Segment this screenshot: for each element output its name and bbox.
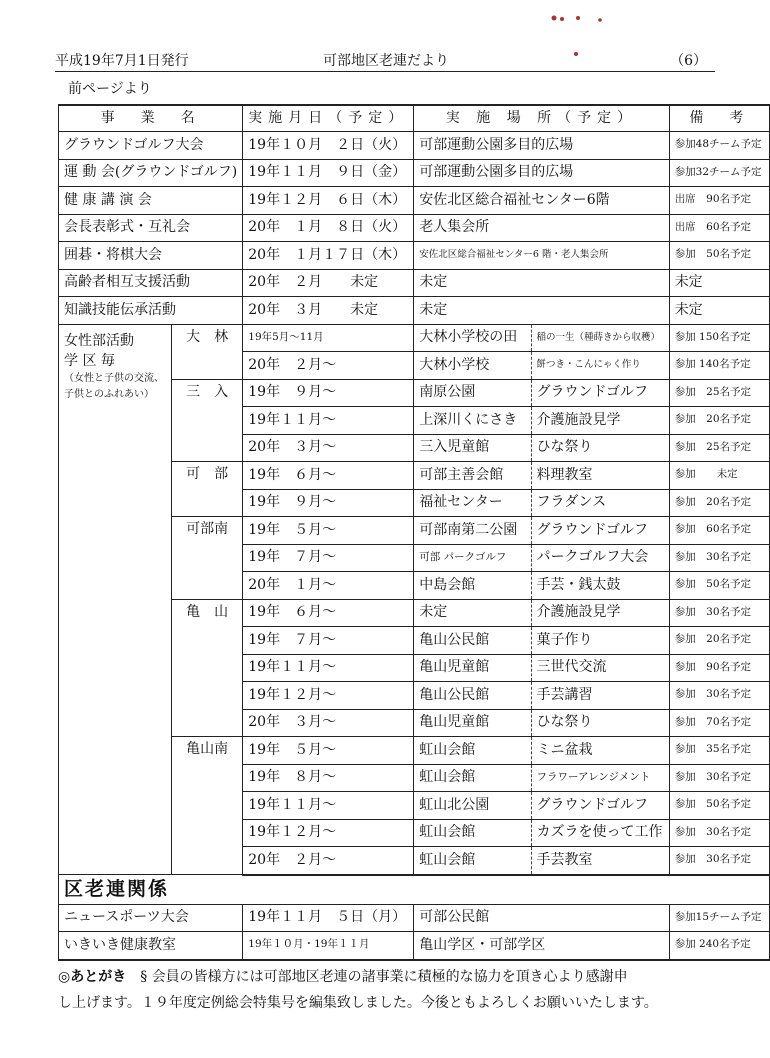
activity-date: 20年 １月～ <box>243 572 414 600</box>
event-name: 囲碁・将棋大会 <box>59 242 243 270</box>
ward-event-place: 可部公民館 <box>414 904 669 932</box>
activity-date: 19年１２月～ <box>243 682 414 710</box>
activity-place: 虹山会館 <box>414 764 531 792</box>
event-date: 20年 ３月 未定 <box>243 297 414 325</box>
table-row <box>59 269 770 297</box>
event-place: 安佐北区総合福祉センター6 階・老人集会所 <box>414 242 669 270</box>
event-date: 19年１１月 ９日（金） <box>243 159 414 187</box>
activity-note: 参加 30名予定 <box>669 847 769 875</box>
activity-name: フラワーアレンジメント <box>531 764 669 792</box>
activity-name: 餅つき・こんにゃく作り <box>531 352 669 380</box>
table-row <box>59 324 770 352</box>
event-note: 未定 <box>669 297 769 325</box>
activity-name: 手芸講習 <box>531 682 669 710</box>
district-name: 亀山南 <box>172 737 243 875</box>
activity-name: 介護施設見学 <box>531 599 669 627</box>
activity-place: 未定 <box>414 599 531 627</box>
activity-note: 参加 20名予定 <box>669 407 769 435</box>
women-note-2: 子供とのふれあい） <box>64 389 154 401</box>
activity-place: 三入児童館 <box>414 434 531 462</box>
activity-place: 虹山北公園 <box>414 792 531 820</box>
activity-date: 20年 ２月～ <box>243 847 414 875</box>
event-name: 高齢者相互支援活動 <box>59 269 243 297</box>
ward-event-place: 亀山学区・可部学区 <box>414 932 669 960</box>
ward-event-name: いきいき健康教室 <box>59 932 243 960</box>
activity-note: 参加 140名予定 <box>669 352 769 380</box>
ink-smudge <box>548 12 618 26</box>
activity-place: 福祉センター <box>414 489 531 517</box>
activity-place: 亀山児童館 <box>414 709 531 737</box>
activity-date: 20年 ３月～ <box>243 434 414 462</box>
activity-date: 19年１１月～ <box>243 407 414 435</box>
activity-date: 19年 ７月～ <box>243 627 414 655</box>
header-note: 備 考 <box>669 105 769 132</box>
section-row <box>59 875 770 905</box>
district-name: 三 入 <box>172 379 243 462</box>
event-note: 参加32チーム予定 <box>669 159 769 187</box>
table-row <box>59 187 770 215</box>
activity-note: 参加 20名予定 <box>669 627 769 655</box>
activity-place: 可部南第二公園 <box>414 517 531 545</box>
ward-event-note: 参加 240名予定 <box>669 932 769 960</box>
activity-name: パークゴルフ大会 <box>531 544 669 572</box>
activity-name: ひな祭り <box>531 434 669 462</box>
table-header-row <box>59 105 770 132</box>
activity-note: 参加 30名予定 <box>669 599 769 627</box>
event-place: 可部運動公園多目的広場 <box>414 132 669 160</box>
women-subtitle: 学 区 毎 <box>64 352 115 369</box>
activity-place: 虹山会館 <box>414 847 531 875</box>
district-name: 大 林 <box>172 324 243 379</box>
event-name: 運 動 会(グラウンドゴルフ) <box>59 159 243 187</box>
afterword <box>58 964 728 1016</box>
activity-place: 南原公園 <box>414 379 531 407</box>
ward-event-name: ニュースポーツ大会 <box>59 904 243 932</box>
activity-place: 上深川くにさき <box>414 407 531 435</box>
women-note-1: （女性と子供の交流、 <box>64 373 164 385</box>
activity-date: 20年 ２月～ <box>243 352 414 380</box>
activity-name: グラウンドゴルフ <box>531 379 669 407</box>
activity-date: 19年１１月～ <box>243 792 414 820</box>
activity-note: 参加 25名予定 <box>669 434 769 462</box>
event-name: 会長表彰式・互礼会 <box>59 214 243 242</box>
activity-place: 虹山会館 <box>414 737 531 765</box>
activity-name: 手芸・銭太鼓 <box>531 572 669 600</box>
women-title: 女性部活動 <box>64 332 134 349</box>
activity-name: ひな祭り <box>531 709 669 737</box>
event-name: 健 康 講 演 会 <box>59 187 243 215</box>
activity-note: 参加 70名予定 <box>669 709 769 737</box>
activity-name: フラダンス <box>531 489 669 517</box>
activity-place: 亀山公民館 <box>414 682 531 710</box>
activity-name: 料理教室 <box>531 462 669 490</box>
header-date: 実施月日（予定） <box>243 105 414 132</box>
table-row <box>59 159 770 187</box>
event-name: 知識技能伝承活動 <box>59 297 243 325</box>
activity-name: 稲の一生（種蒔きから収穫） <box>531 324 669 352</box>
activity-note: 参加 90名予定 <box>669 654 769 682</box>
activity-date: 19年 ６月～ <box>243 599 414 627</box>
activity-note: 参加 50名予定 <box>669 792 769 820</box>
activity-date: 19年 ５月～ <box>243 517 414 545</box>
event-note: 出席 60名予定 <box>669 214 769 242</box>
activity-note: 参加 60名予定 <box>669 517 769 545</box>
event-place: 可部運動公園多目的広場 <box>414 159 669 187</box>
event-place: 未定 <box>414 297 669 325</box>
table-row <box>59 214 770 242</box>
header-rule <box>55 71 715 72</box>
activity-note: 参加 30名予定 <box>669 544 769 572</box>
activity-date: 19年 ７月～ <box>243 544 414 572</box>
ink-dot <box>572 50 580 58</box>
district-name: 亀 山 <box>172 599 243 737</box>
activity-note: 参加 25名予定 <box>669 379 769 407</box>
activity-place: 中島会館 <box>414 572 531 600</box>
activity-note: 参加 未定 <box>669 462 769 490</box>
event-note: 参加 50名予定 <box>669 242 769 270</box>
activity-note: 参加 50名予定 <box>669 572 769 600</box>
section-title: 区老連関係 <box>59 875 770 905</box>
activity-note: 参加 30名予定 <box>669 682 769 710</box>
table-row <box>59 932 770 960</box>
header-event-name: 事 業 名 <box>59 105 243 132</box>
activity-name: 介護施設見学 <box>531 407 669 435</box>
activity-place: 大林小学校の田 <box>414 324 531 352</box>
activity-note: 参加 150名予定 <box>669 324 769 352</box>
activity-note: 参加 30名予定 <box>669 764 769 792</box>
activity-note: 参加 35名予定 <box>669 737 769 765</box>
activity-name: グラウンドゴルフ <box>531 792 669 820</box>
table-row <box>59 132 770 160</box>
activity-place: 可部 パークゴルフ <box>414 544 531 572</box>
activity-date: 19年１１月～ <box>243 654 414 682</box>
activity-name: グラウンドゴルフ <box>531 517 669 545</box>
activity-place: 亀山公民館 <box>414 627 531 655</box>
activity-date: 19年 ９月～ <box>243 489 414 517</box>
ward-event-date: 19年１０月・19年１１月 <box>243 932 414 960</box>
event-place: 安佐北区総合福祉センター6階 <box>414 187 669 215</box>
newsletter-title: 可部地区老連だより <box>323 53 449 69</box>
ward-event-date: 19年１１月 ５日（月） <box>243 904 414 932</box>
issue-date: 平成19年7月1日発行 <box>55 53 189 69</box>
activity-date: 20年 ３月～ <box>243 709 414 737</box>
page-number: （6） <box>670 53 707 69</box>
activity-place: 亀山児童館 <box>414 654 531 682</box>
event-date: 19年１０月 ２日（火） <box>243 132 414 160</box>
activity-date: 19年 ８月～ <box>243 764 414 792</box>
activity-note: 参加 20名予定 <box>669 489 769 517</box>
table-row <box>59 242 770 270</box>
activity-note: 参加 30名予定 <box>669 819 769 847</box>
district-name: 可部南 <box>172 517 243 600</box>
activity-place: 虹山会館 <box>414 819 531 847</box>
ward-event-note: 参加15チーム予定 <box>669 904 769 932</box>
table-row <box>59 297 770 325</box>
activity-name: カズラを使って工作 <box>531 819 669 847</box>
activity-date: 19年 ９月～ <box>243 379 414 407</box>
activity-date: 19年 ５月～ <box>243 737 414 765</box>
activity-date: 19年１２月～ <box>243 819 414 847</box>
event-date: 20年 １月 ８日（火） <box>243 214 414 242</box>
activity-name: 菓子作り <box>531 627 669 655</box>
event-note: 出席 90名予定 <box>669 187 769 215</box>
event-note: 未定 <box>669 269 769 297</box>
activity-date: 19年5月～11月 <box>243 324 414 352</box>
event-note: 参加48チーム予定 <box>669 132 769 160</box>
activity-place: 大林小学校 <box>414 352 531 380</box>
afterword-text-2: し上げます。１９年度定例総会特集号を編集致しました。今後ともよろしくお願いいたします。 <box>58 995 658 1011</box>
event-date: 19年１２月 ６日（木） <box>243 187 414 215</box>
district-name: 可 部 <box>172 462 243 517</box>
event-name: グラウンドゴルフ大会 <box>59 132 243 160</box>
event-place: 未定 <box>414 269 669 297</box>
event-date: 20年 ２月 未定 <box>243 269 414 297</box>
header-place: 実 施 場 所（予定） <box>414 105 669 132</box>
page-header <box>55 50 715 70</box>
activity-name: ミニ盆栽 <box>531 737 669 765</box>
activity-date: 19年 ６月～ <box>243 462 414 490</box>
event-place: 老人集会所 <box>414 214 669 242</box>
continued-note: 前ページより <box>68 81 152 97</box>
activity-name: 手芸教室 <box>531 847 669 875</box>
event-date: 20年 １月１７日（木） <box>243 242 414 270</box>
afterword-label: ◎あとがき <box>58 969 127 985</box>
activity-place: 可部主善会館 <box>414 462 531 490</box>
schedule-table <box>58 104 770 961</box>
activity-name: 三世代交流 <box>531 654 669 682</box>
women-activity-label <box>59 324 172 875</box>
table-row <box>59 904 770 932</box>
afterword-text-1: § 会員の皆様方には可部地区老連の諸事業に積極的な協力を頂き心より感謝申 <box>126 969 628 985</box>
